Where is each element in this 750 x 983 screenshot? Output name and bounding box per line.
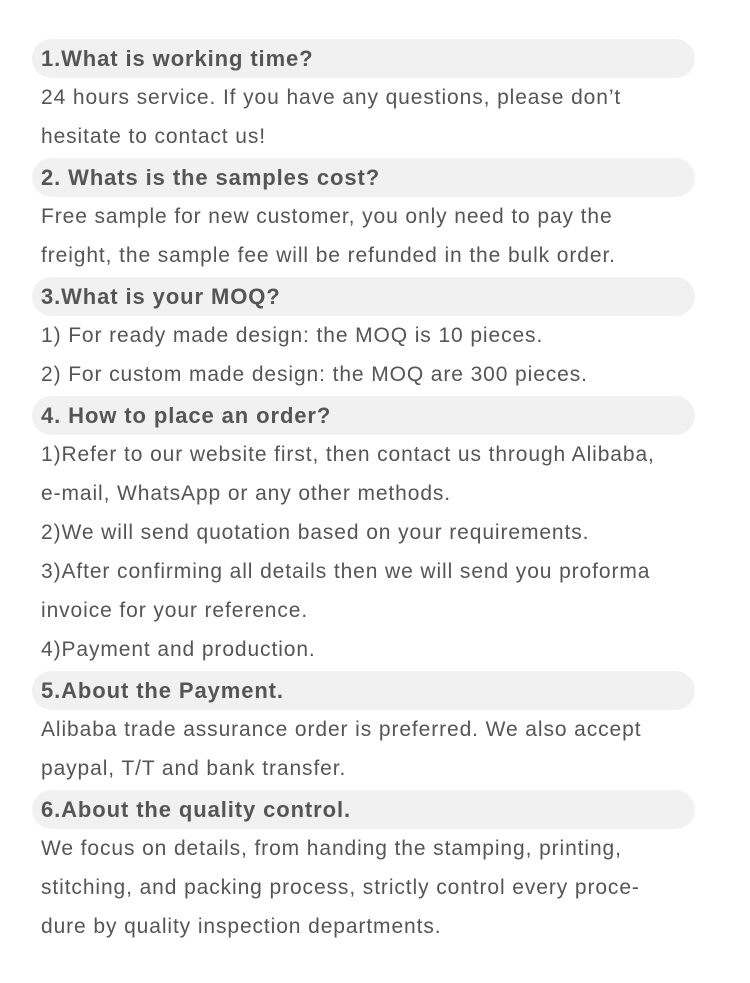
faq-question-bar — [32, 39, 695, 78]
faq-answer-line: 4)Payment and production. — [41, 638, 316, 661]
faq-answer-line: e-mail, WhatsApp or any other methods. — [41, 482, 452, 505]
faq-answer-line: Alibaba trade assurance order is preferred. We also accept — [41, 718, 642, 741]
faq-answer-line: invoice for your reference. — [41, 599, 309, 622]
faq-question: 3.What is your MOQ? — [41, 283, 281, 309]
faq-question-bar — [32, 277, 695, 316]
faq-section-quality-control — [0, 790, 750, 946]
faq-answer-line: 24 hours service. If you have any questions, please don’t — [41, 86, 622, 109]
faq-question: 2. Whats is the samples cost? — [41, 164, 381, 190]
faq-section-moq — [0, 277, 750, 394]
faq-answer-line: 3)After confirming all details then we will send you proforma — [41, 560, 651, 583]
faq-answer-line: We focus on details, from handing the stamping, printing, — [41, 837, 622, 860]
faq-answer-line: 2)We will send quotation based on your requirements. — [41, 521, 590, 544]
faq-question-bar — [32, 671, 695, 710]
faq-question: 6.About the quality control. — [41, 796, 351, 822]
faq-answer-line: 2) For custom made design: the MOQ are 300 pieces. — [41, 363, 588, 386]
faq-section-working-time — [0, 39, 750, 156]
faq-section-payment — [0, 671, 750, 788]
faq-answer-line: paypal, T/T and bank transfer. — [41, 757, 347, 780]
faq-question: 4. How to place an order? — [41, 402, 332, 428]
faq-question-bar — [32, 396, 695, 435]
faq-question: 5.About the Payment. — [41, 677, 284, 703]
faq-question: 1.What is working time? — [41, 45, 314, 71]
faq-answer-line: freight, the sample fee will be refunded in the bulk order. — [41, 244, 616, 267]
faq-answer-line: Free sample for new customer, you only need to pay the — [41, 205, 613, 228]
faq-answer-line: stitching, and packing process, strictly control every proce- — [41, 876, 640, 899]
faq-answer-line: 1)Refer to our website first, then contact us through Alibaba, — [41, 443, 655, 466]
faq-answer-line: hesitate to contact us! — [41, 125, 266, 148]
faq-question-bar — [32, 790, 695, 829]
faq-section-samples-cost — [0, 158, 750, 275]
faq-answer-line: dure by quality inspection departments. — [41, 915, 442, 938]
faq-answer-line: 1) For ready made design: the MOQ is 10 pieces. — [41, 324, 544, 347]
faq-question-bar — [32, 158, 695, 197]
faq-section-place-order — [0, 396, 750, 669]
